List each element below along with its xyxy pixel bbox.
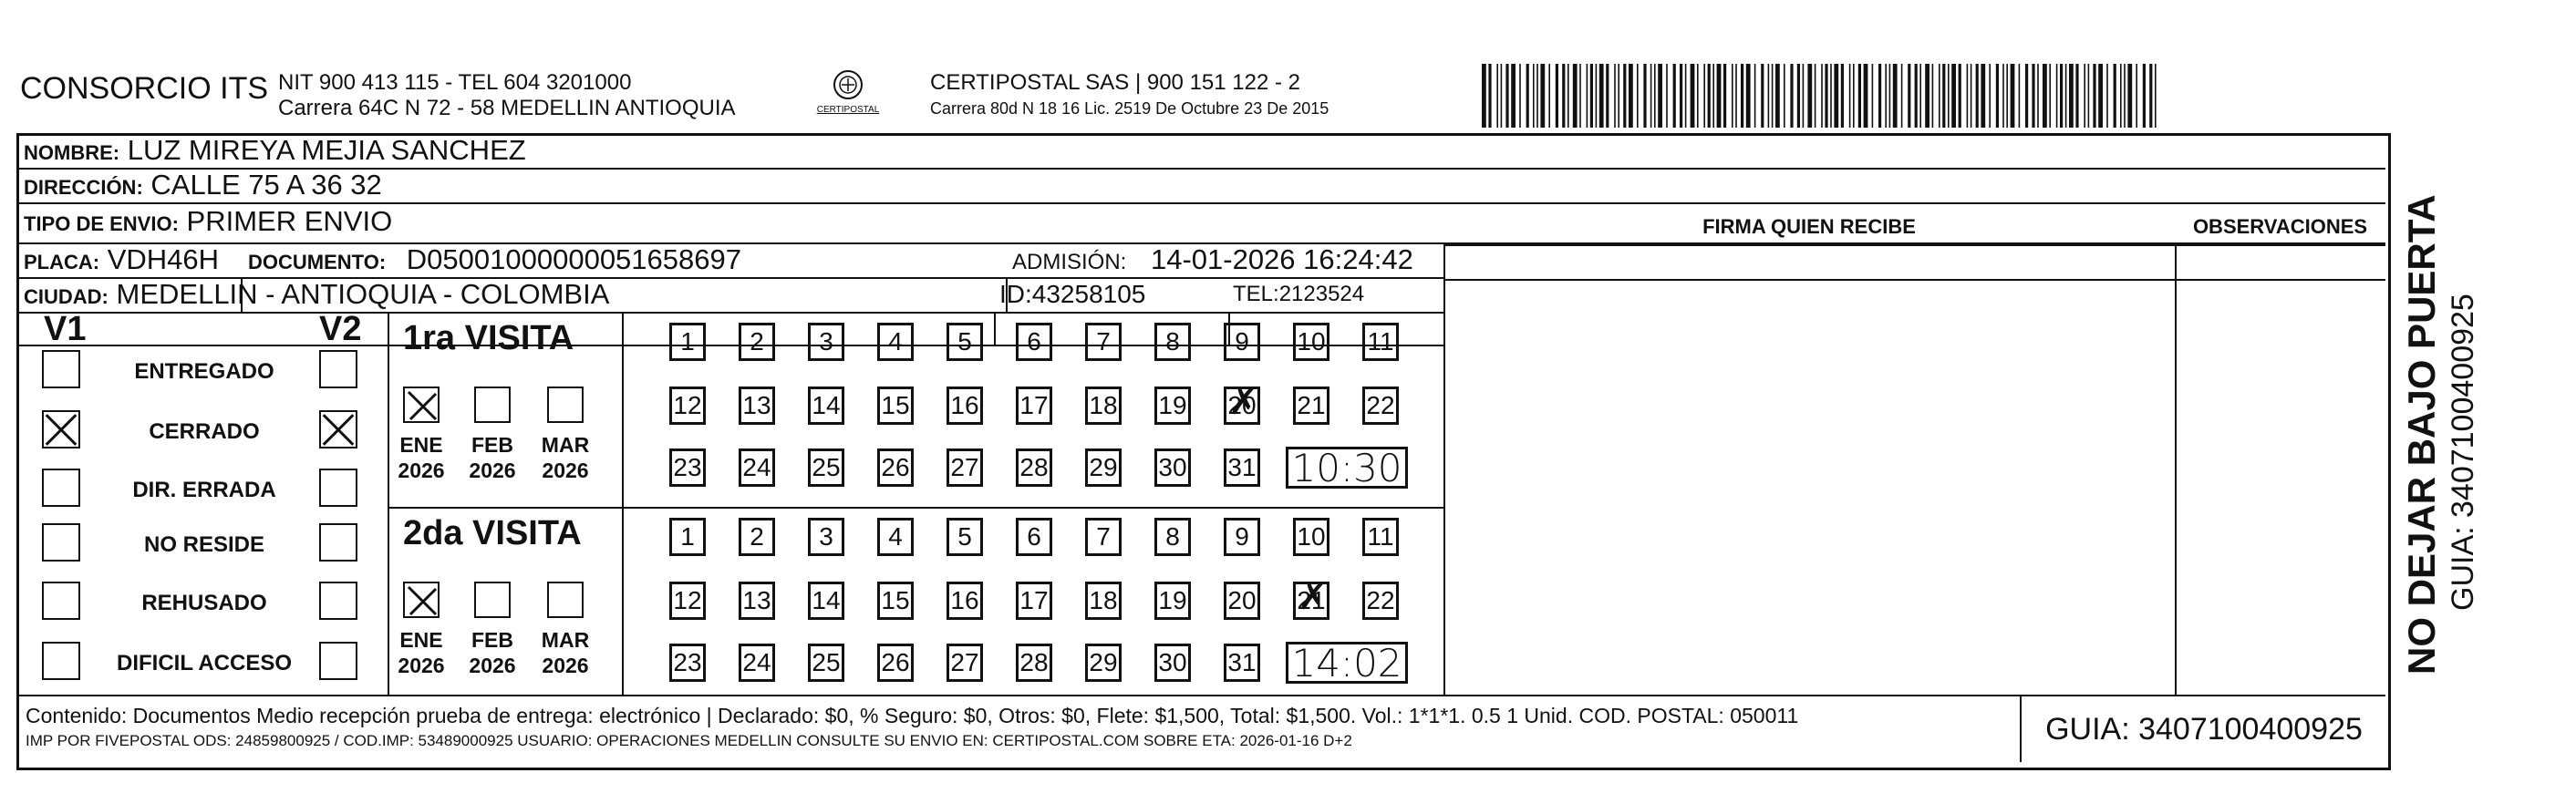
barcode-bar [2002, 64, 2004, 128]
day-box[interactable]: 18 [1085, 582, 1122, 620]
day-box[interactable]: 12 [669, 582, 706, 620]
barcode-bar [1989, 64, 1991, 128]
tel-label: TEL: [1233, 282, 1279, 306]
barcode-bar [1548, 64, 1550, 128]
barcode-bar [1505, 64, 1508, 128]
status-label: ENTREGADO [134, 359, 274, 384]
barcode-bar [1815, 64, 1816, 128]
direccion-label: DIRECCIÓN: [24, 176, 143, 199]
day-box[interactable]: 29 [1085, 644, 1122, 682]
placa-value: VDH46H [107, 243, 220, 275]
admision-field [1012, 242, 1413, 280]
month-year: 2026 [469, 654, 516, 677]
barcode-bar [1885, 64, 1887, 128]
barcode-bar [1761, 64, 1764, 128]
day-box[interactable]: 10 [1293, 323, 1329, 361]
barcode-bar [1772, 64, 1774, 128]
barcode-bar [1741, 64, 1743, 128]
day-box[interactable]: 3 [808, 323, 844, 361]
day-box[interactable]: 28 [1016, 448, 1052, 487]
visit-time: 10:30 [1286, 447, 1408, 489]
visit-time: 14:02 [1286, 642, 1408, 684]
barcode-bar [1533, 64, 1535, 128]
status-label: NO RESIDE [143, 532, 265, 557]
nit-line: NIT 900 413 115 - TEL 604 3201000 [278, 70, 632, 95]
admision-value: 14-01-2026 16:24:42 [1150, 243, 1413, 275]
day-box[interactable]: 21 ✗ [1293, 582, 1329, 620]
day-box[interactable]: 19 [1154, 387, 1191, 425]
day-box[interactable]: 2 [739, 518, 775, 556]
tipo-envio-row [24, 204, 392, 242]
day-box[interactable]: 11 [1362, 518, 1399, 556]
day-box[interactable]: 24 [739, 448, 775, 487]
courier-license-line: Carrera 80d N 18 16 Lic. 2519 De Octubre 23 De 2015 [930, 99, 1329, 118]
company-name: CONSORCIO ITS [20, 71, 269, 106]
documento-value: D05001000000051658697 [406, 243, 741, 275]
barcode-bar [1501, 64, 1503, 128]
placa-label: PLACA: [24, 251, 100, 273]
barcode-bar [1825, 64, 1827, 128]
month-label [394, 432, 449, 483]
visit-title: 1ra VISITA [403, 319, 574, 357]
courier-name-line: CERTIPOSTAL SAS | 900 151 122 - 2 [930, 70, 1300, 95]
barcode-bar [1932, 64, 1934, 128]
barcode-bar [2032, 64, 2034, 128]
day-box[interactable]: 15 [877, 387, 914, 425]
barcode-bar [1708, 64, 1711, 128]
day-box[interactable]: 8 [1154, 518, 1191, 556]
month-name: FEB [471, 628, 513, 652]
barcode-bar [1858, 64, 1861, 128]
barcode-bar [1790, 64, 1793, 128]
v1-checkbox[interactable] [42, 582, 80, 620]
barcode-bar [2037, 64, 2039, 128]
tipo-envio-label: TIPO DE ENVIO: [24, 212, 179, 235]
day-box[interactable]: 25 [808, 448, 844, 487]
month-label [538, 432, 593, 483]
barcode-bar [2120, 64, 2122, 128]
barcode-bar [1599, 64, 1604, 128]
month-year: 2026 [398, 459, 445, 482]
logo-caption: CERTIPOSTAL [816, 105, 880, 115]
nombre-row [24, 133, 526, 170]
status-label: DIFICIL ACCESO [116, 651, 292, 675]
barcode-bar [1567, 64, 1569, 128]
month-label [394, 627, 449, 678]
barcode-bar [1746, 64, 1751, 128]
v2-checkbox[interactable] [319, 642, 357, 680]
barcode-bar [1939, 64, 1940, 128]
day-box[interactable]: 13 [739, 582, 775, 620]
day-box[interactable]: 16 [947, 387, 983, 425]
day-box[interactable]: 29 [1085, 448, 1122, 487]
barcode-bar [1797, 64, 1800, 128]
barcode-bar [1536, 64, 1538, 128]
barcode-bar [1703, 64, 1705, 128]
month-name: FEB [471, 433, 513, 457]
day-box[interactable]: 6 [1016, 323, 1052, 361]
tipo-envio-value: PRIMER ENVIO [186, 205, 393, 237]
v2-checkbox[interactable] [319, 469, 357, 507]
admision-label: ADMISIÓN: [1012, 250, 1127, 274]
day-box[interactable]: 24 [739, 644, 775, 682]
barcode-bar [1573, 64, 1578, 128]
barcode-bar [2056, 64, 2058, 128]
barcode-bar [1893, 64, 1898, 128]
barcode-bar [1511, 64, 1516, 128]
month-year: 2026 [542, 654, 589, 677]
month-checkbox[interactable] [474, 582, 511, 618]
day-box[interactable]: 15 [877, 582, 914, 620]
barcode-bar [1849, 64, 1851, 128]
check-mark-icon [405, 388, 441, 425]
barcode-bar [1834, 64, 1838, 128]
v2-checkbox[interactable] [319, 523, 357, 562]
barcode-bar [1732, 64, 1733, 128]
visit-title: 2da VISITA [403, 514, 582, 552]
guia-number: GUIA: 3407100400925 [2020, 696, 2386, 762]
barcode-bar [1919, 64, 1921, 128]
barcode-bar [1654, 64, 1656, 128]
barcode-bar [1650, 64, 1652, 128]
month-checkbox[interactable] [474, 387, 511, 423]
v2-checkbox[interactable] [319, 582, 357, 620]
barcode-bar [1996, 64, 1999, 128]
barcode-bar [2127, 64, 2132, 128]
day-box[interactable]: 6 [1016, 518, 1052, 556]
day-box[interactable]: 21 [1293, 387, 1329, 425]
barcode-bar [1981, 64, 1985, 128]
month-label [538, 627, 593, 678]
status-label: CERRADO [149, 419, 260, 444]
v1-header: V1 [44, 310, 87, 348]
day-box[interactable]: 28 [1016, 644, 1052, 682]
barcode-bar [1967, 64, 1969, 128]
barcode-bar [2065, 64, 2067, 128]
v2-checkbox[interactable] [319, 350, 357, 388]
day-box[interactable]: 23 [669, 644, 706, 682]
day-box[interactable]: 22 [1362, 387, 1399, 425]
day-box[interactable]: 11 [1362, 323, 1399, 361]
day-box[interactable]: 25 [808, 644, 844, 682]
barcode-bar [1925, 64, 1929, 128]
tel-field [1233, 277, 1364, 312]
signature-area[interactable] [1445, 244, 2173, 693]
day-box[interactable]: 26 [877, 448, 914, 487]
day-box[interactable]: 31 [1224, 448, 1260, 487]
barcode-bar [2075, 64, 2078, 128]
ciudad-value: MEDELLIN - ANTIOQUIA - COLOMBIA [116, 278, 610, 310]
v1-checkbox[interactable] [42, 642, 80, 680]
barcode-bar [1889, 64, 1891, 128]
day-box[interactable]: 7 [1085, 518, 1122, 556]
barcode-bar [1673, 64, 1676, 128]
barcode-bar [1666, 64, 1668, 128]
barcode-bar [2124, 64, 2126, 128]
status-label: DIR. ERRADA [132, 478, 276, 502]
barcode-bar [1951, 64, 1956, 128]
barcode-bar [2093, 64, 2095, 128]
barcode-bar [2106, 64, 2108, 128]
barcode-bar [1754, 64, 1756, 128]
barcode-bar [1629, 64, 1633, 128]
barcode-bar [2069, 64, 2074, 128]
barcode-bar [1587, 64, 1588, 128]
v1-checkbox[interactable] [42, 469, 80, 507]
firma-header: FIRMA QUIEN RECIBE [1702, 215, 1916, 238]
barcode-bar [1614, 64, 1616, 128]
v1-checkbox[interactable] [42, 523, 80, 562]
direccion-value: CALLE 75 A 36 32 [150, 169, 382, 201]
barcode-bar [1948, 64, 1950, 128]
day-box[interactable]: 23 [669, 448, 706, 487]
day-box[interactable]: 17 [1016, 582, 1052, 620]
month-label [465, 432, 520, 483]
barcode-bar [1526, 64, 1529, 128]
day-box[interactable]: 9 [1224, 323, 1260, 361]
barcode-bar [1915, 64, 1918, 128]
barcode-bar [1590, 64, 1593, 128]
day-box[interactable]: 14 [808, 582, 844, 620]
direccion-row [24, 168, 382, 205]
footer-imp-line: IMP POR FIVEPOSTAL ODS: 24859800925 / COD.IMP: 53489000925 USUARIO: OPERACIONES MEDELLIN CONSULTE SU ENVIO EN: CERTIPOSTAL.COM SOBRE ETA: 2026-01-16 D+2 [26, 732, 1352, 749]
barcode-bar [2011, 64, 2015, 128]
barcode-bar [2114, 64, 2116, 128]
v1-checkbox[interactable] [42, 350, 80, 388]
barcode-bar [1658, 64, 1662, 128]
side-guia: GUIA: 3407100400925 [2446, 294, 2480, 611]
barcode-bar [1482, 64, 1486, 128]
day-box[interactable]: 4 [877, 518, 914, 556]
month-year: 2026 [398, 654, 445, 677]
day-box[interactable]: 1 [669, 323, 706, 361]
month-name: ENE [399, 433, 443, 457]
barcode-bar [1830, 64, 1832, 128]
barcode-bar [1908, 64, 1910, 128]
placa-field [24, 242, 219, 280]
day-box[interactable]: 5 [947, 323, 983, 361]
barcode-bar [2098, 64, 2103, 128]
address-line: Carrera 64C N 72 - 58 MEDELLIN ANTIOQUIA [278, 96, 736, 120]
day-box[interactable]: 22 [1362, 582, 1399, 620]
month-year: 2026 [542, 459, 589, 482]
barcode-bar [1717, 64, 1722, 128]
barcode-bar [2155, 64, 2157, 128]
barcode-bar [1942, 64, 1945, 128]
nombre-value: LUZ MIREYA MEJIA SANCHEZ [127, 134, 526, 166]
barcode-bar [1976, 64, 1979, 128]
barcode-bar [1853, 64, 1855, 128]
day-box[interactable]: 16 [947, 582, 983, 620]
barcode-bar [1618, 64, 1619, 128]
month-checkbox[interactable] [403, 387, 440, 423]
barcode-bar [1691, 64, 1695, 128]
barcode-bar [2025, 64, 2028, 128]
barcode-bar [2060, 64, 2063, 128]
certipostal-logo [812, 68, 885, 119]
nombre-label: NOMBRE: [24, 141, 120, 164]
day-box[interactable]: 8 [1154, 323, 1191, 361]
day-box[interactable]: 20 [1224, 582, 1260, 620]
month-checkbox[interactable] [547, 582, 584, 618]
day-box[interactable]: 1 [669, 518, 706, 556]
day-box[interactable]: 4 [877, 323, 914, 361]
barcode-bar [1540, 64, 1545, 128]
barcode [1482, 64, 2161, 128]
day-box[interactable]: 31 [1224, 644, 1260, 682]
day-box[interactable]: 12 [669, 387, 706, 425]
day-box[interactable]: 27 [947, 448, 983, 487]
barcode-bar [1496, 64, 1498, 128]
day-box[interactable]: 27 [947, 644, 983, 682]
barcode-bar [1596, 64, 1598, 128]
day-box[interactable]: 30 [1154, 644, 1191, 682]
barcode-bar [1784, 64, 1785, 128]
documento-label: DOCUMENTO: [248, 251, 387, 273]
barcode-bar [1643, 64, 1646, 128]
barcode-bar [1562, 64, 1565, 128]
day-box[interactable]: 26 [877, 644, 914, 682]
barcode-bar [1803, 64, 1805, 128]
barcode-bar [1775, 64, 1780, 128]
ciudad-field [24, 277, 609, 314]
day-box[interactable]: 2 [739, 323, 775, 361]
courier-info [930, 70, 1329, 121]
barcode-bar [2084, 64, 2085, 128]
day-box[interactable]: 10 [1293, 518, 1329, 556]
barcode-bar [1901, 64, 1903, 128]
check-mark-icon [405, 583, 441, 620]
barcode-bar [2088, 64, 2090, 128]
day-box[interactable]: 19 [1154, 582, 1191, 620]
barcode-bar [1556, 64, 1558, 128]
day-box[interactable]: 5 [947, 518, 983, 556]
barcode-bar [1623, 64, 1626, 128]
barcode-bar [1712, 64, 1714, 128]
barcode-bar [1637, 64, 1639, 128]
barcode-bar [2136, 64, 2137, 128]
day-box[interactable]: 30 [1154, 448, 1191, 487]
footer-contents: Contenido: Documentos Medio recepción prueba de entrega: electrónico | Declarado: $0, % Seguro: $0, Otros: $0, Flete: $1,500, Total: $1,500. Vol.: 1*1*1. 0.5 1 Unid. COD. POSTAL: 050011 [26, 704, 1799, 727]
side-panel [2389, 137, 2489, 684]
barcode-bar [1959, 64, 1961, 128]
barcode-bar [1872, 64, 1874, 128]
barcode-bar [2143, 64, 2146, 128]
observations-area[interactable] [2177, 244, 2384, 693]
barcode-bar [1768, 64, 1770, 128]
day-box[interactable]: 7 [1085, 323, 1122, 361]
barcode-bar [2049, 64, 2051, 128]
day-box[interactable]: 20 ✗ [1224, 387, 1260, 425]
company-info [278, 70, 736, 121]
warning-text: NO DEJAR BAJO PUERTA [2400, 194, 2443, 675]
barcode-bar [1807, 64, 1812, 128]
barcode-bar [2006, 64, 2008, 128]
barcode-bar [1864, 64, 1868, 128]
barcode-bar [1519, 64, 1521, 128]
id-field [999, 277, 1145, 312]
barcode-bar [1680, 64, 1682, 128]
observaciones-header: OBSERVACIONES [2192, 215, 2368, 238]
id-label: ID: [999, 280, 1032, 308]
documento-field [248, 242, 741, 280]
barcode-bar [1735, 64, 1737, 128]
day-box[interactable]: 3 [808, 518, 844, 556]
barcode-bar [1878, 64, 1881, 128]
v1-checkbox[interactable] [42, 410, 80, 448]
barcode-bar [1606, 64, 1609, 128]
month-name: MAR [541, 628, 590, 652]
month-year: 2026 [469, 459, 516, 482]
day-box[interactable]: 17 [1016, 387, 1052, 425]
day-box[interactable]: 13 [739, 387, 775, 425]
v2-checkbox[interactable] [319, 410, 357, 448]
barcode-bar [1971, 64, 1972, 128]
day-box[interactable]: 14 [808, 387, 844, 425]
barcode-bar [1697, 64, 1699, 128]
ciudad-label: CIUDAD: [24, 285, 109, 308]
day-box[interactable]: 9 [1224, 518, 1260, 556]
barcode-bar [1488, 64, 1491, 128]
month-checkbox[interactable] [403, 582, 440, 618]
barcode-bar [1579, 64, 1581, 128]
tel-value: 2123524 [1278, 282, 1365, 306]
month-name: MAR [541, 433, 590, 457]
v2-header: V2 [319, 310, 362, 348]
status-label: REHUSADO [141, 591, 267, 615]
barcode-bar [1685, 64, 1687, 128]
barcode-bar [2043, 64, 2047, 128]
id-value: 43258105 [1031, 280, 1146, 308]
barcode-bar [2149, 64, 2152, 128]
barcode-bar [1723, 64, 1726, 128]
barcode-bar [1841, 64, 1844, 128]
barcode-bar [1821, 64, 1823, 128]
barcode-bar [2019, 64, 2021, 128]
day-box[interactable]: 18 [1085, 387, 1122, 425]
month-checkbox[interactable] [547, 387, 584, 423]
month-name: ENE [399, 628, 443, 652]
month-label [465, 627, 520, 678]
